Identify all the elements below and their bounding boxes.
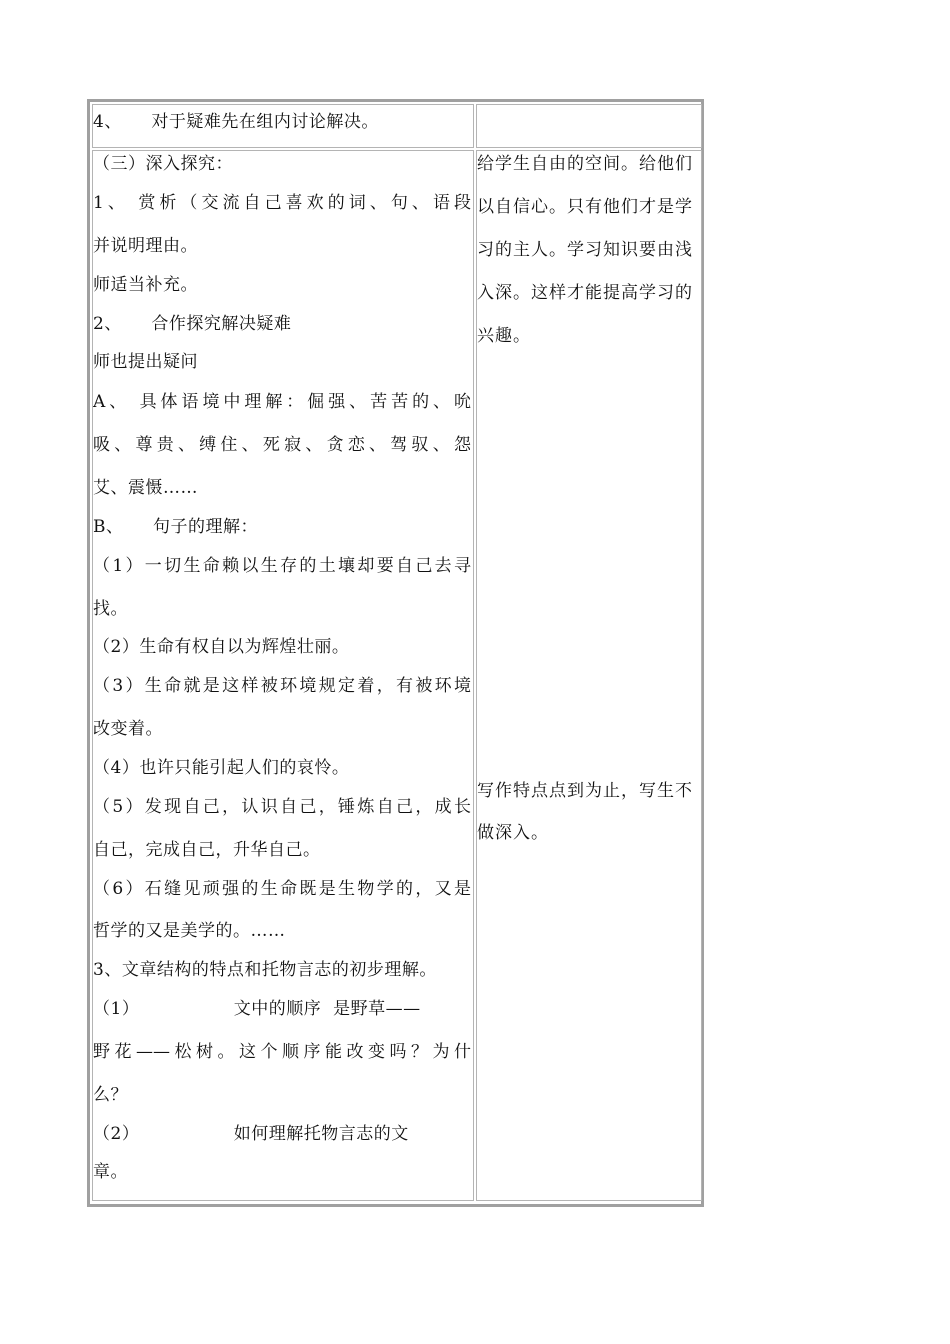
left-line-0: （三）深入探究： [93,154,233,174]
left-line-3: 师适当补充。 [93,275,198,295]
left-line-23: 么？ [93,1085,128,1105]
row1-left-text: 4、 对于疑难先在组内讨论解决。 [93,112,379,132]
left-line-20: 3、文章结构的特点和托物言志的初步理解。 [93,960,437,980]
left-line-19: 哲学的又是美学的。…… [93,921,286,941]
left-line-4: 2、 合作探究解决疑难 [93,314,292,334]
left-line-2: 并说明理由。 [93,236,198,256]
left-line-24: （2） 如何理解托物言志的文 [93,1124,409,1144]
left-line-21: （1） 文中的顺序 是野草—— [93,999,421,1019]
left-line-1: 1、 赏析（交流自己喜欢的词、句、语段 [93,193,471,213]
left-line-6: A、 具体语境中理解：倔强、苦苦的、吮 [93,392,471,412]
left-line-9: B、 句子的理解： [93,517,259,537]
row1-right-cell [476,104,702,148]
right-line-6: 做深入。 [477,823,549,843]
right-line-0: 给学生自由的空间。给他们 [477,154,693,174]
design-intent-cell [476,150,702,1201]
right-line-1: 以自信心。只有他们才是学 [477,197,693,217]
right-line-4: 兴趣。 [477,326,531,346]
left-line-14: 改变着。 [93,719,163,739]
left-line-17: 自己，完成自己，升华自己。 [93,840,321,860]
teaching-process-cell [92,150,474,1201]
left-line-16: （5）发现自己，认识自己，锤炼自己，成长 [93,797,471,817]
left-line-25: 章。 [93,1162,128,1182]
left-line-13: （3）生命就是这样被环境规定着，有被环境 [93,676,471,696]
left-line-11: 找。 [93,599,128,619]
left-line-18: （6）石缝见顽强的生命既是生物学的，又是 [93,879,471,899]
right-line-3: 入深。这样才能提高学习的 [477,283,693,303]
lesson-plan-table [87,99,704,1207]
left-line-22: 野花——松树。这个顺序能改变吗？为什 [93,1042,471,1062]
left-line-7: 吸、尊贵、缚住、死寂、贪恋、驾驭、怨 [93,435,471,455]
left-line-12: （2）生命有权自以为辉煌壮丽。 [93,637,350,657]
right-line-2: 习的主人。学习知识要由浅 [477,240,693,260]
left-line-5: 师也提出疑问 [93,352,198,372]
row1-left-cell [92,104,474,148]
right-line-5: 写作特点点到为止，写生不 [477,781,693,801]
left-line-15: （4）也许只能引起人们的哀怜。 [93,758,350,778]
left-line-8: 艾、震慑…… [93,478,198,498]
left-line-10: （1）一切生命赖以生存的土壤却要自己去寻 [93,556,471,576]
